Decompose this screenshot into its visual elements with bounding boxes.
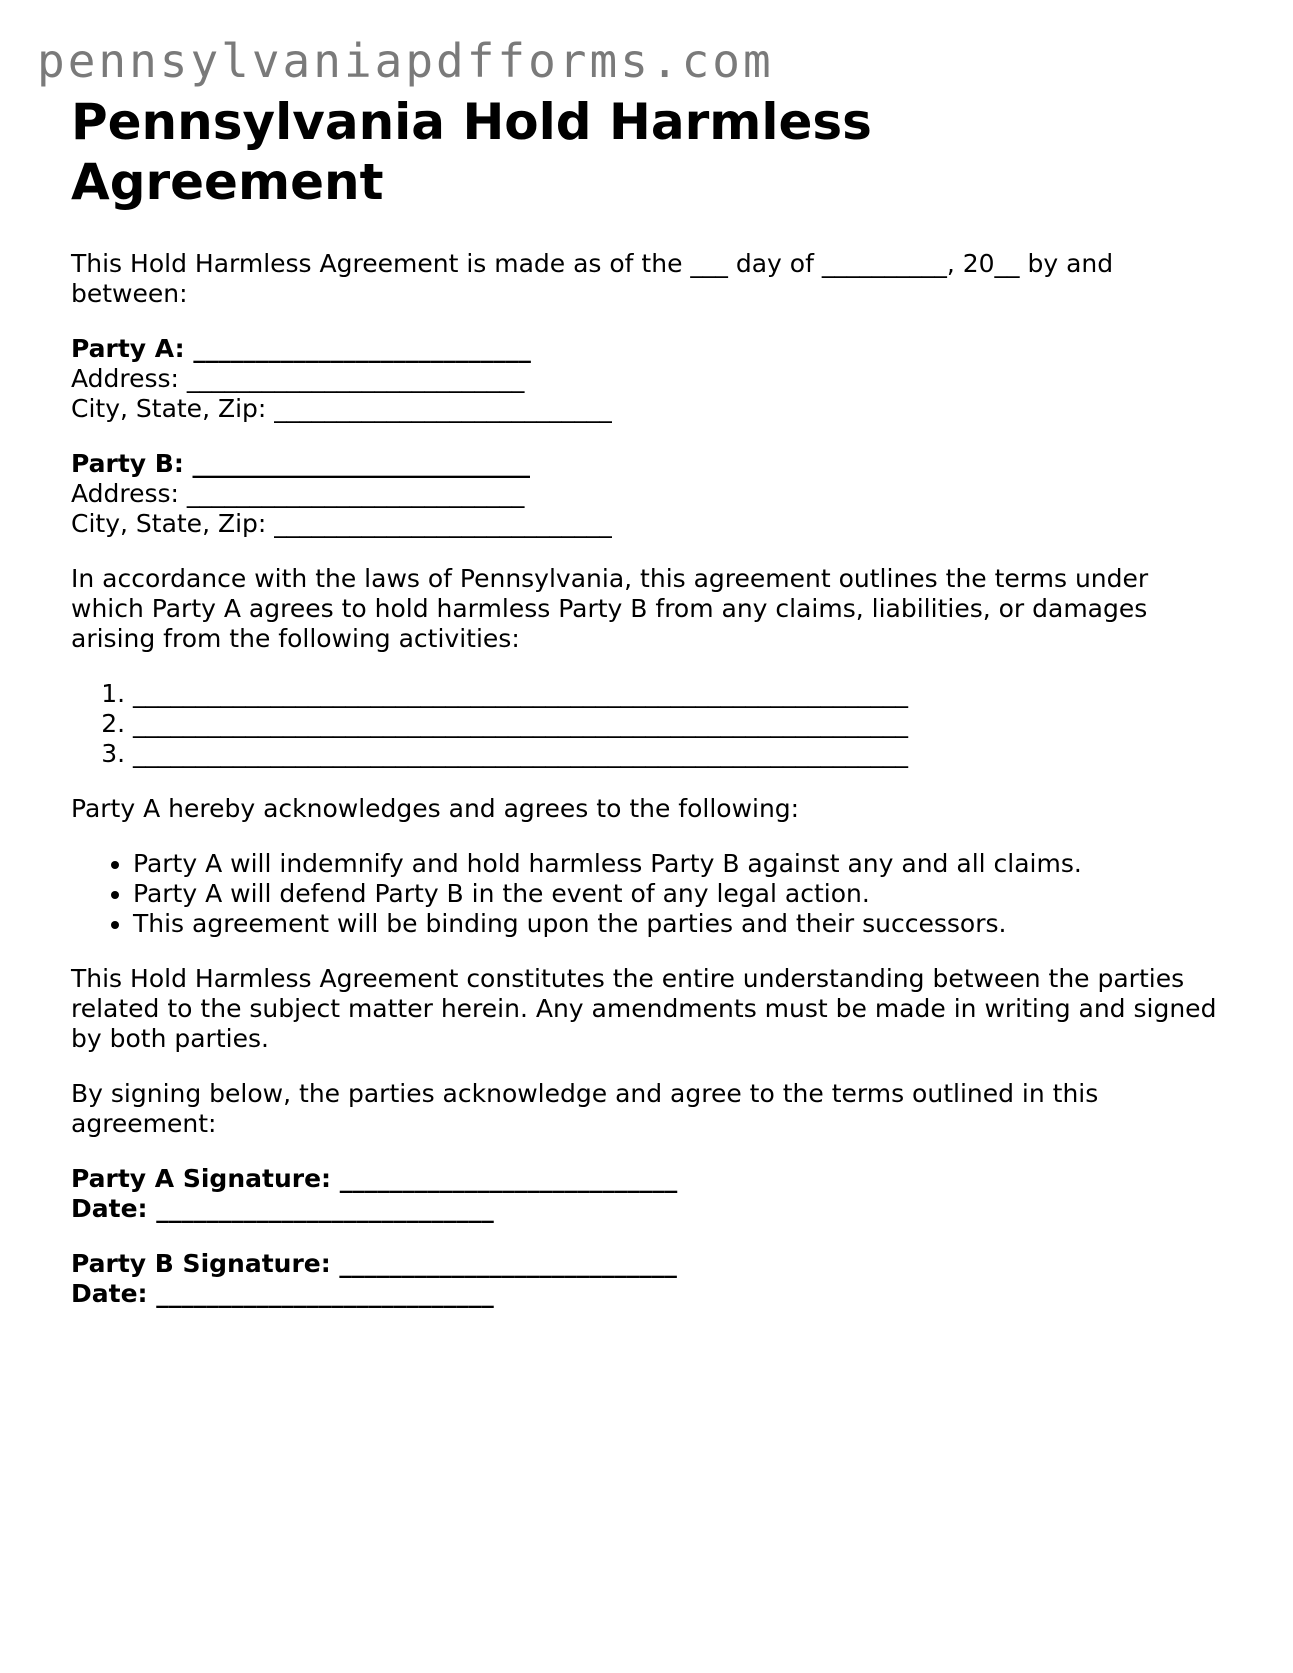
- party-a-name-field[interactable]: Party A: ___________________________: [71, 334, 531, 363]
- activity-item-1[interactable]: 1. ______________________________________________________________: [133, 679, 1221, 709]
- terms-list: [71, 849, 1221, 939]
- watermark: pennsylvaniapdfforms.com: [37, 34, 774, 88]
- term-item: • Party A will defend Party B in the event of any legal action.: [133, 879, 1221, 909]
- party-a-block: [71, 334, 1221, 424]
- party-a-address-field[interactable]: Address: ___________________________: [71, 364, 525, 393]
- party-a-signature-field[interactable]: Party A Signature: ___________________________: [71, 1164, 678, 1193]
- signing-paragraph: By signing below, the parties acknowledge and agree to the terms outlined in this agreement:: [71, 1079, 1099, 1138]
- acknowledge-intro: Party A hereby acknowledges and agrees to the following:: [71, 794, 800, 823]
- party-b-signature-block: [71, 1249, 1221, 1309]
- party-b-date-field[interactable]: Date: ___________________________: [71, 1279, 494, 1308]
- party-b-name-field[interactable]: Party B: ___________________________: [71, 449, 531, 478]
- party-a-city-state-zip-field[interactable]: City, State, Zip: ___________________________: [71, 394, 612, 423]
- page-title: Pennsylvania Hold Harmless Agreement: [71, 93, 872, 211]
- accordance-paragraph: In accordance with the laws of Pennsylvania, this agreement outlines the terms under which Party A agrees to hold harmless Party B from any claims, liabilities, or damages arising from the following activities:: [71, 564, 1149, 653]
- party-b-city-state-zip-field[interactable]: City, State, Zip: ___________________________: [71, 509, 612, 538]
- entire-understanding-paragraph: This Hold Harmless Agreement constitutes the entire understanding between the parties related to the subject matter herein. Any amendments must be made in writing and signed by both parties.: [71, 964, 1217, 1053]
- activities-list: [71, 679, 1221, 769]
- term-item: • This agreement will be binding upon the parties and their successors.: [133, 909, 1221, 939]
- party-b-address-field[interactable]: Address: ___________________________: [71, 479, 525, 508]
- party-a-signature-block: [71, 1164, 1221, 1224]
- intro-paragraph: This Hold Harmless Agreement is made as of the ___ day of __________, 20__ by and between:: [71, 249, 1114, 308]
- party-a-date-field[interactable]: Date: ___________________________: [71, 1194, 494, 1223]
- party-b-signature-field[interactable]: Party B Signature: ___________________________: [71, 1249, 677, 1278]
- term-item: • Party A will indemnify and hold harmless Party B against any and all claims.: [133, 849, 1221, 879]
- activity-item-3[interactable]: 3. ______________________________________________________________: [133, 739, 1221, 769]
- party-b-block: [71, 449, 1221, 539]
- document-page: [71, 92, 1221, 1309]
- activity-item-2[interactable]: 2. ______________________________________________________________: [133, 709, 1221, 739]
